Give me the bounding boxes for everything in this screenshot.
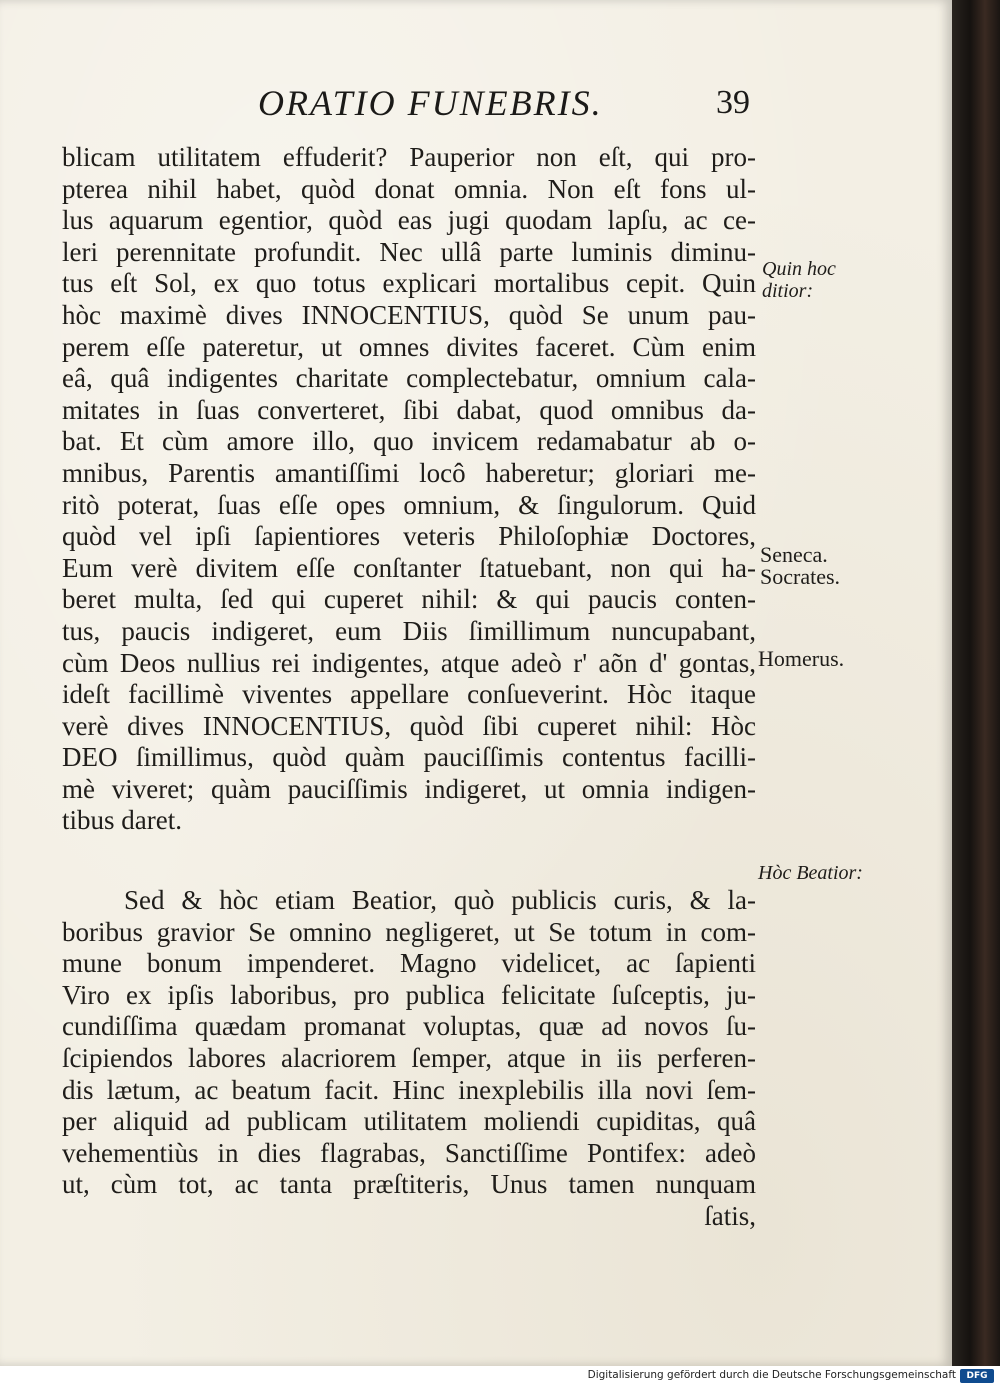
- text-line: DEO ſimillimus, quòd quàm pauciſſimis contentus facilli-: [62, 742, 756, 773]
- marginal-note-hoc-beatior-text: Hòc Beatior:: [758, 862, 863, 884]
- text-line: mune bonum impenderet. Magno videlicet, ac ſapienti: [62, 948, 756, 979]
- paragraph-2: [62, 885, 756, 1233]
- text-line: pterea nihil habet, quòd donat omnia. Non eſt fons ul-: [62, 173, 756, 204]
- text-line: ritò poterat, ſuas eſſe opes omnium, & ſingulorum. Quid: [62, 489, 756, 520]
- text-line: cùm Deos nullius rei indigentes, atque adeò r' aõn d' gontas,: [62, 647, 756, 678]
- text-line: Viro ex ipſis laboribus, pro publica felicitate ſuſceptis, ju-: [62, 979, 756, 1010]
- text-line: mè viveret; quàm pauciſſimis indigeret, ut omnia indigen-: [62, 773, 756, 804]
- text-line: tibus daret.: [62, 805, 182, 836]
- text-line: mitates in ſuas converteret, ſibi dabat, quod omnibus da-: [62, 394, 756, 425]
- marginal-note-quin-hoc: [762, 258, 836, 302]
- text-line: ut, cùm tot, ac tanta præſtiteris, Unus tamen nunquam: [62, 1169, 756, 1200]
- marginal-note-line: ditior:: [762, 280, 814, 302]
- text-line: hòc maximè dives INNOCENTIUS, quòd Se unum pau-: [62, 299, 756, 330]
- text-line: ſcipiendos labores alacriorem ſemper, atque in iis perferen-: [62, 1043, 756, 1074]
- text-line: Sed & hòc etiam Beatior, quò publicis curis, & la-: [124, 885, 756, 916]
- book-binding-edge: [950, 0, 1000, 1366]
- text-line: ideſt facillimè viventes appellare conſueverint. Hòc itaque: [62, 679, 756, 710]
- marginal-note-homerus-text: Homerus.: [758, 646, 845, 671]
- page-title: ORATIO FUNEBRIS.: [258, 83, 603, 123]
- digitization-footer: [0, 1366, 1000, 1386]
- text-line: cundiſſima quædam promanat voluptas, quæ ad novos ſu-: [62, 1011, 756, 1042]
- marginal-note-seneca: Seneca.: [760, 542, 828, 567]
- text-line: vehementiùs in dies flagrabas, Sanctiſſime Pontifex: adeò: [62, 1137, 756, 1168]
- marginal-note-line: Quin hoc: [762, 258, 836, 280]
- body-text: [62, 142, 756, 1233]
- running-head: [0, 82, 952, 132]
- text-line: tus, paucis indigeret, eum Diis ſimillimum nuncupabant,: [62, 615, 756, 646]
- text-line: perem eſſe pateretur, ut omnes divites faceret. Cùm enim: [62, 331, 756, 362]
- footer-credit-text: Digitalisierung gefördert durch die Deutsche Forschungsgemeinschaft: [587, 1369, 956, 1381]
- text-line: dis lætum, ac beatum facit. Hinc inexplebilis illa novi ſem-: [62, 1074, 756, 1105]
- paragraph-gap: [62, 837, 756, 885]
- marginal-note-seneca-socrates: [760, 544, 840, 588]
- text-line: eâ, quâ indigentes charitate complectebatur, omnium cala-: [62, 363, 756, 394]
- marginal-note-homerus: [758, 648, 844, 670]
- marginal-note-hoc-beatior: [758, 862, 863, 884]
- text-line: leri perennitate profundit. Nec ullâ parte luminis diminu-: [62, 236, 756, 267]
- catchword: ſatis,: [704, 1201, 756, 1231]
- text-line: quòd vel ipſi ſapientiores veteris Philoſophiæ Doctores,: [62, 521, 756, 552]
- text-line: verè dives INNOCENTIUS, quòd ſibi cuperet nihil: Hòc: [62, 710, 756, 741]
- text-line: per aliquid ad publicam utilitatem moliendi cupiditas, quâ: [62, 1106, 756, 1137]
- text-line: bat. Et cùm amore illo, quo invicem redamabatur ab o-: [62, 426, 756, 457]
- text-line: boribus gravior Se omnino negligeret, ut Se totum in com-: [62, 916, 756, 947]
- text-line: blicam utilitatem effuderit? Pauperior non eſt, qui pro-: [62, 142, 756, 172]
- dfg-logo: DFG: [960, 1369, 994, 1383]
- marginal-note-socrates: Socrates.: [760, 564, 841, 589]
- paragraph-1: [62, 142, 756, 837]
- text-line: lus aquarum egentior, quòd eas jugi quodam lapſu, ac ce-: [62, 205, 756, 236]
- text-line: tus eſt Sol, ex quo totus explicari mortalibus cepit. Quin: [62, 268, 756, 299]
- text-line: beret multa, ſed qui cuperet nihil: & qui paucis conten-: [62, 584, 756, 615]
- text-line: Eum verè divitem eſſe conſtanter ſtatuebant, non qui ha-: [62, 552, 756, 583]
- page-number: 39: [716, 84, 750, 121]
- text-line: mnibus, Parentis amantiſſimi locô haberetur; gloriari me-: [62, 457, 756, 488]
